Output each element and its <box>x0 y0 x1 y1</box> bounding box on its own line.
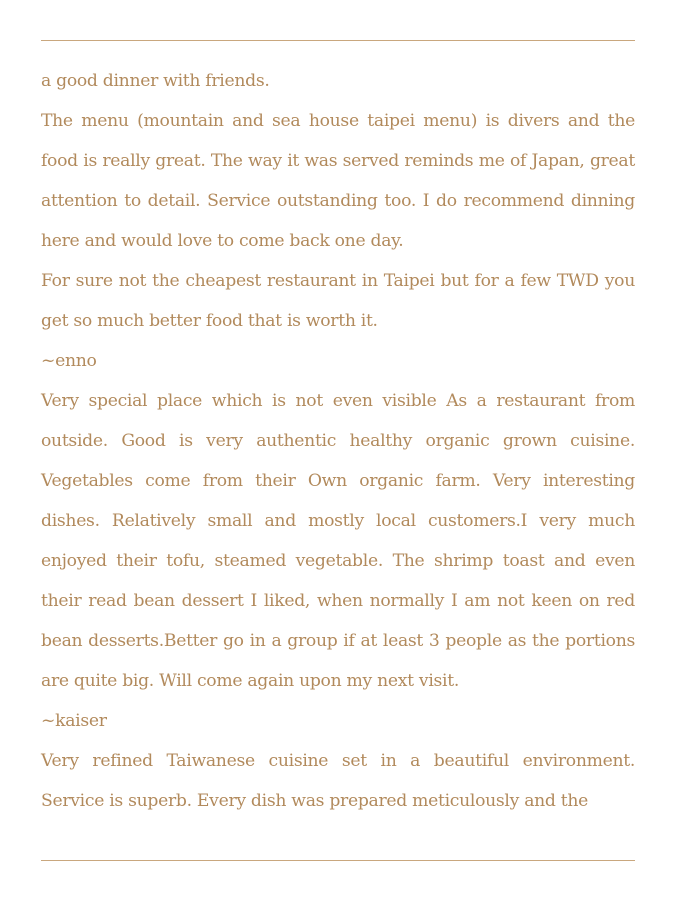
reviewer-signature: ~enno <box>41 351 97 371</box>
review-paragraph: a good dinner with friends. <box>41 71 270 91</box>
review-paragraph: For sure not the cheapest restaurant in Taipei but for a few TWD you get so much better food that is worth it. <box>41 271 635 331</box>
review-text-column <box>41 61 635 821</box>
review-paragraph: The menu (mountain and sea house taipei menu) is divers and the food is really great. The way it was served reminds me of Japan, great attention to detail. Service outstanding too. I do recommend dinning here and would love to come back one day. <box>41 111 635 251</box>
top-rule <box>41 40 635 41</box>
review-paragraph: Very refined Taiwanese cuisine set in a beautiful environment. Service is superb. Every dish was prepared meticulously and the <box>41 751 635 811</box>
review-paragraph: Very special place which is not even visible As a restaurant from outside. Good is very authentic healthy organic grown cuisine. Vegetables come from their Own organic farm. Very interesting dishes. Relatively small and mostly local customers.I very much enjoyed their tofu, steamed vegetable. The shrimp toast and even their read bean dessert I liked, when normally I am not keen on red bean desserts.Better go in a group if at least 3 people as the portions are quite big. Will come again upon my next visit. <box>41 391 635 691</box>
bottom-rule <box>41 860 635 861</box>
reviewer-signature: ~kaiser <box>41 711 107 731</box>
